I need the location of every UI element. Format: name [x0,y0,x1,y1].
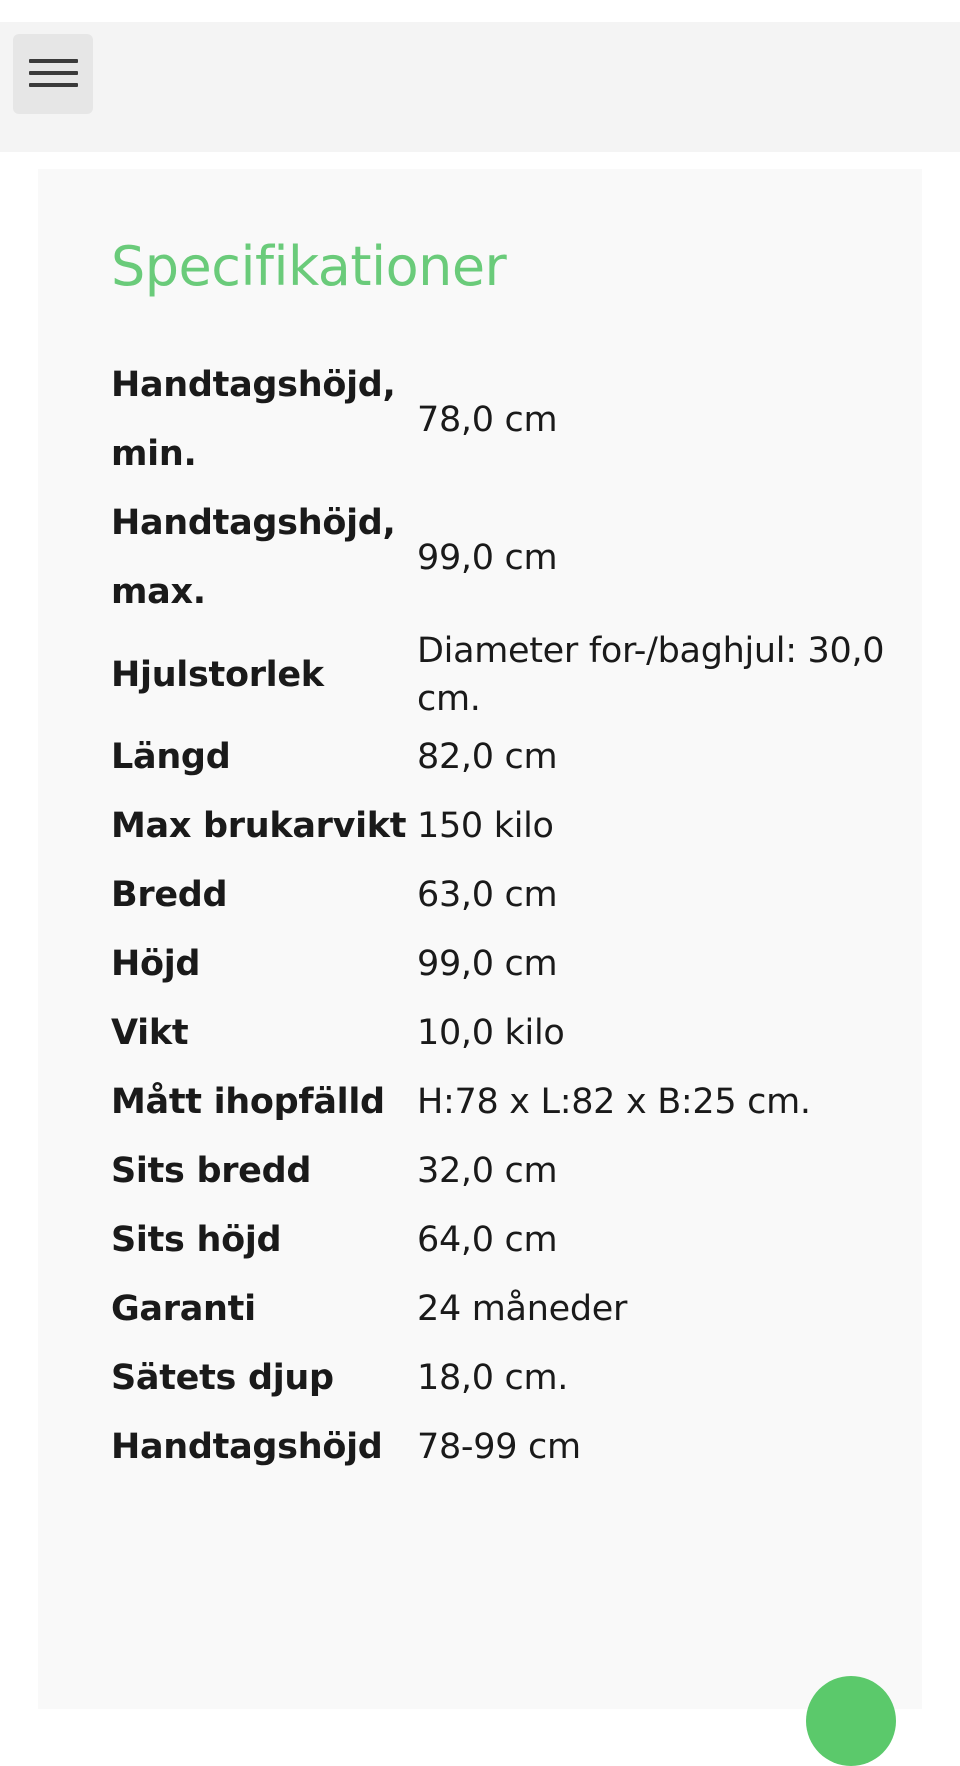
spec-value: 24 måneder [417,1289,628,1329]
spec-row [111,1206,887,1275]
menu-button[interactable] [13,34,93,114]
spec-value: 150 kilo [417,806,554,846]
specifications-title: Specifikationer [111,235,507,298]
spec-row [111,930,887,999]
spec-row [111,1275,887,1344]
spec-value: 78,0 cm [417,399,558,440]
spec-label: Längd [111,737,231,777]
spec-label: Handtagshöjd, min. [111,365,396,474]
spec-label: Bredd [111,875,228,915]
spec-value: 78-99 cm [417,1427,581,1467]
spec-row [111,861,887,930]
spec-label: Handtagshöjd, max. [111,503,396,612]
spec-label: Garanti [111,1289,256,1329]
spec-row [111,999,887,1068]
spec-row [111,792,887,861]
spec-label: Höjd [111,944,201,984]
spec-value: 82,0 cm [417,737,558,777]
spec-row [111,351,887,489]
spec-row [111,1413,887,1482]
spec-row [111,489,887,627]
spec-value: 32,0 cm [417,1151,558,1191]
spec-label: Mått ihopfälld [111,1082,385,1122]
top-bar [0,22,960,152]
spec-row [111,1137,887,1206]
spec-label: Max brukarvikt [111,806,407,846]
spec-value: 10,0 kilo [417,1013,565,1053]
spec-row [111,1068,887,1137]
spec-row [111,723,887,792]
spec-label: Sätets djup [111,1358,334,1398]
spec-label: Handtagshöjd [111,1427,383,1467]
spec-value: Diameter for-/baghjul: 30,0 cm. [417,631,885,719]
spec-label: Sits höjd [111,1220,282,1260]
spec-value: H:78 x L:82 x B:25 cm. [417,1082,811,1122]
spec-label: Vikt [111,1013,189,1053]
spec-row [111,627,887,723]
spec-label: Sits bredd [111,1151,312,1191]
spec-value: 64,0 cm [417,1220,558,1260]
spec-row [111,1344,887,1413]
specifications-card [38,169,922,1709]
spec-value: 99,0 cm [417,944,558,984]
specifications-table [111,351,887,1482]
spec-label: Hjulstorlek [111,655,324,695]
chat-button[interactable] [806,1676,896,1766]
spec-value: 18,0 cm. [417,1358,569,1398]
spec-value: 63,0 cm [417,875,558,915]
spec-value: 99,0 cm [417,537,558,578]
